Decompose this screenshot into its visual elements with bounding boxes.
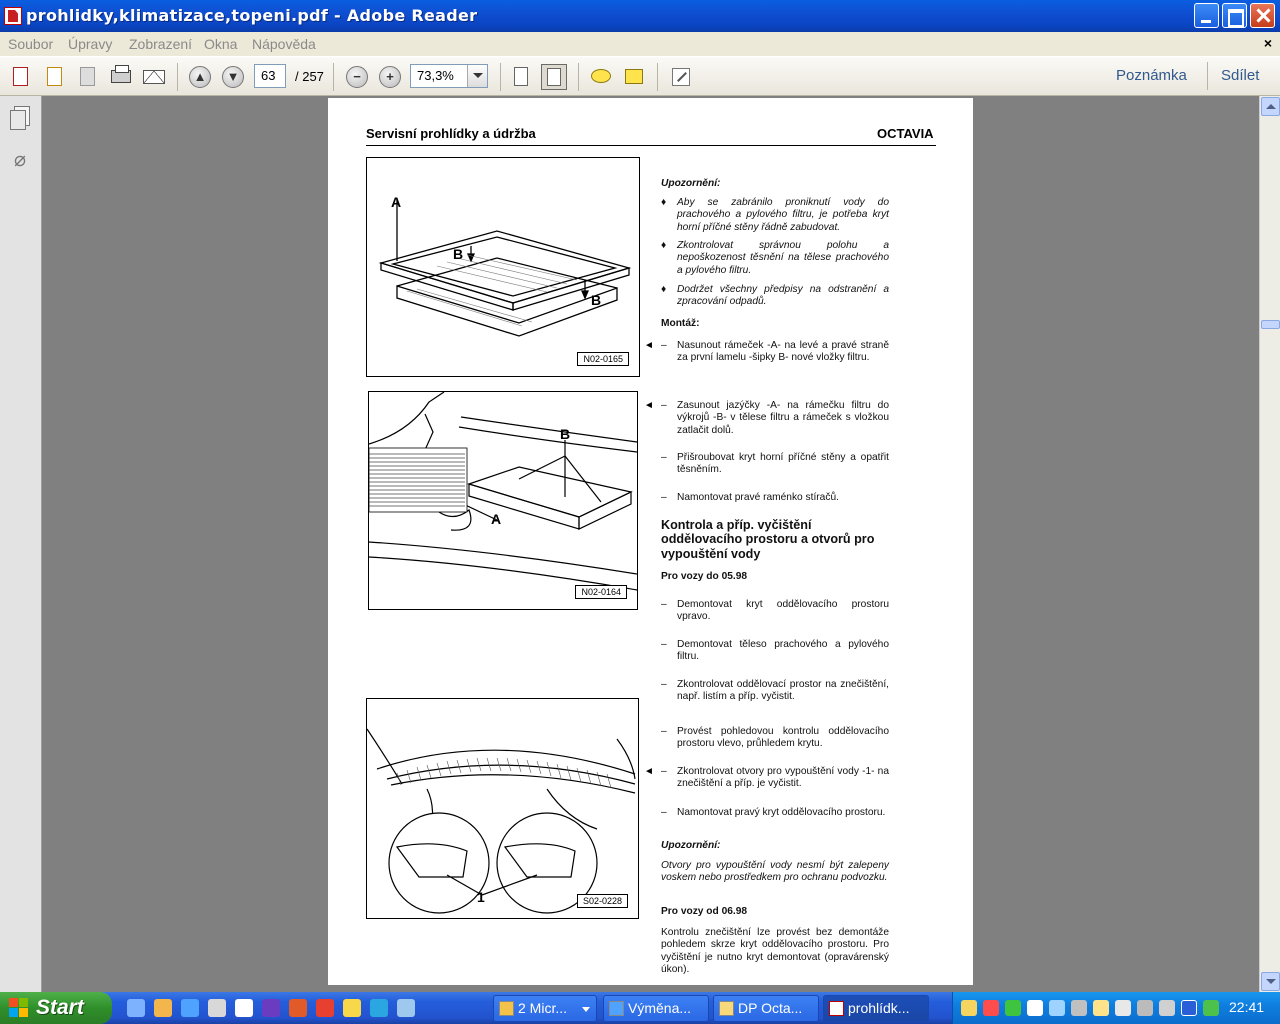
bullet-item: ♦ Dodržet všechny předpisy na odstranění a zpracování odpadů. xyxy=(661,284,889,308)
menu-napoveda[interactable]: Nápověda xyxy=(252,36,316,52)
speech-bubble-icon xyxy=(591,69,611,83)
vertical-scrollbar[interactable] xyxy=(1259,96,1280,992)
step-item: – Namontovat pravý kryt oddělovacího prostoru. xyxy=(661,807,886,818)
scroll-up-button[interactable] xyxy=(1261,97,1280,116)
printer-icon xyxy=(111,70,131,83)
figure-id: N02-0164 xyxy=(575,585,627,599)
next-page-button[interactable] xyxy=(220,64,246,90)
arrow-down-icon: ▼ xyxy=(222,66,244,88)
word-icon xyxy=(499,1001,514,1016)
full-screen-button[interactable] xyxy=(668,64,694,90)
quicklaunch-outlook-icon[interactable] xyxy=(154,999,172,1017)
quicklaunch-media-icon[interactable] xyxy=(235,999,253,1017)
menu-zobrazeni[interactable]: Zobrazení xyxy=(129,36,193,52)
zoom-in-button[interactable] xyxy=(377,64,403,90)
text-column xyxy=(661,98,889,978)
menu-bar xyxy=(0,32,1280,56)
minimize-button[interactable] xyxy=(1194,3,1219,28)
zoom-out-button[interactable] xyxy=(344,64,370,90)
quicklaunch-messenger-icon[interactable] xyxy=(370,999,388,1017)
taskbar-item-adobe-reader[interactable] xyxy=(823,995,929,1022)
toolbar-separator xyxy=(578,63,579,91)
scroll-down-button[interactable] xyxy=(1261,972,1280,991)
figure-id: N02-0165 xyxy=(577,352,629,366)
navigation-panel xyxy=(0,96,42,992)
system-tray xyxy=(952,992,1280,1024)
fit-page-icon xyxy=(547,68,561,86)
note-text: Otvory pro vypouštění vody nesmí být zalepeny voskem nebo prostředkem pro ochranu podvozku. xyxy=(661,860,889,884)
figure-pointer: ◄ xyxy=(644,340,654,351)
page-header-model: OCTAVIA xyxy=(877,126,934,141)
label-b-2: B xyxy=(591,292,602,308)
zoom-value: 73,3% xyxy=(417,68,454,83)
label-1: 1 xyxy=(477,889,485,905)
toolbar-separator xyxy=(333,63,334,91)
zoom-select[interactable] xyxy=(410,64,488,88)
scroll-mode-button[interactable] xyxy=(508,64,534,90)
pdf-icon xyxy=(829,1001,844,1016)
subheading: Pro vozy do 05.98 xyxy=(661,571,748,582)
figure-filter-frame xyxy=(366,157,640,377)
tray-display-icon[interactable] xyxy=(1115,1000,1131,1016)
taskbar-item-word[interactable] xyxy=(493,995,597,1022)
adobe-reader-icon[interactable] xyxy=(4,7,22,25)
folder-icon xyxy=(719,1001,734,1016)
figure-pointer: ◄ xyxy=(644,400,654,411)
step-item: – Zkontrolovat otvory pro vypouštění vody -1- na znečištění a příp. je vyčistit. xyxy=(661,766,889,790)
tray-device-icon[interactable] xyxy=(1071,1000,1087,1016)
step-item: – Demontovat kryt oddělovacího prostoru vpravo. xyxy=(661,599,889,623)
step-item: – Zkontrolovat oddělovací prostor na znečištění, např. listím a příp. vyčistit. xyxy=(661,679,889,703)
note-heading: Upozornění: xyxy=(661,178,721,189)
pdf-page xyxy=(328,98,973,985)
create-pdf-button[interactable] xyxy=(8,64,34,90)
print-button[interactable] xyxy=(108,64,134,90)
tray-battery-icon[interactable] xyxy=(1203,1000,1219,1016)
attachments-paperclip-icon[interactable]: ⌀ xyxy=(13,149,27,171)
taskbar-item-browser[interactable] xyxy=(603,995,709,1022)
taskbar-item-folder[interactable] xyxy=(713,995,819,1022)
clock: 22:41 xyxy=(1229,999,1265,1015)
quicklaunch-paint-icon[interactable] xyxy=(316,999,334,1017)
drain-holes-drawing xyxy=(367,699,639,919)
figure-filter-housing xyxy=(368,391,638,610)
tray-settings-icon[interactable] xyxy=(1137,1000,1153,1016)
tray-security-icon[interactable] xyxy=(1005,1000,1021,1016)
pages-panel-icon[interactable] xyxy=(9,106,31,130)
document-close-icon[interactable]: × xyxy=(1263,35,1272,51)
edit-pdf-button[interactable] xyxy=(42,64,68,90)
minus-icon: − xyxy=(346,66,368,88)
toolbar-separator xyxy=(500,63,501,91)
tray-cursor-icon[interactable] xyxy=(1093,1000,1109,1016)
taskbar-item-label: Výměna... xyxy=(628,1000,692,1016)
label-b: B xyxy=(560,426,571,442)
comment-link[interactable]: Poznámka xyxy=(1116,67,1187,84)
montaz-heading: Montáž: xyxy=(661,318,700,329)
quicklaunch-calculator-icon[interactable] xyxy=(208,999,226,1017)
maximize-button[interactable] xyxy=(1222,3,1247,28)
filter-frame-drawing xyxy=(367,158,640,377)
envelope-icon xyxy=(143,70,165,84)
start-label: Start xyxy=(36,996,84,1019)
window-title: prohlidky,klimatizace,topeni.pdf - Adobe Reader xyxy=(26,6,478,25)
edit-document-icon xyxy=(47,67,62,86)
save-disk-icon xyxy=(80,67,95,86)
chevron-down-icon[interactable] xyxy=(467,65,487,87)
start-button[interactable] xyxy=(0,992,112,1024)
tray-skype-icon[interactable] xyxy=(1027,1000,1043,1016)
quicklaunch-winrar-icon[interactable] xyxy=(262,999,280,1017)
step-item: – Přišroubovat kryt horní příčné stěny a opatřit těsněním. xyxy=(661,452,889,476)
bullet-item: ♦ Aby se zabránilo proniknutí vody do prachového a pylového filtru, je potřeba kryt horní příčné stěny řádně zabudovat. xyxy=(661,197,889,233)
fit-page-button[interactable] xyxy=(541,64,567,90)
title-bar xyxy=(0,0,1280,32)
close-button[interactable] xyxy=(1250,3,1275,28)
quicklaunch-desktop-icon[interactable] xyxy=(127,999,145,1017)
comment-button[interactable] xyxy=(588,64,614,90)
document-viewport[interactable] xyxy=(42,96,1259,992)
section-heading: Kontrola a příp. vyčištění oddělovacího prostoru a otvorů pro vypouštění vody xyxy=(661,518,875,561)
page-total-label: / 257 xyxy=(295,69,324,84)
taskbar xyxy=(0,992,1280,1024)
label-b-1: B xyxy=(453,246,464,262)
create-pdf-icon xyxy=(13,67,28,86)
subheading: Pro vozy od 06.98 xyxy=(661,906,748,917)
tray-mail-icon[interactable] xyxy=(961,1000,977,1016)
taskbar-item-label: DP Octa... xyxy=(738,1000,803,1016)
share-link[interactable]: Sdílet xyxy=(1221,67,1260,84)
label-a: A xyxy=(391,194,402,210)
label-a: A xyxy=(491,511,502,527)
expand-icon xyxy=(672,68,690,86)
toolbar-separator xyxy=(657,63,658,91)
save-button[interactable] xyxy=(75,64,101,90)
step-item: – Provést pohledovou kontrolu oddělovacího prostoru vlevo, průhledem krytu. xyxy=(661,726,889,750)
menu-upravy[interactable]: Úpravy xyxy=(68,36,113,52)
toolbar-separator xyxy=(1207,62,1208,90)
quicklaunch-ie-icon[interactable] xyxy=(181,999,199,1017)
figure-drain-holes xyxy=(366,698,639,919)
ie-icon xyxy=(609,1001,624,1016)
quicklaunch-network-icon[interactable] xyxy=(397,999,415,1017)
toolbar-separator xyxy=(177,63,178,91)
taskbar-item-label: prohlídk... xyxy=(848,1000,910,1016)
previous-page-button[interactable] xyxy=(187,64,213,90)
page-number-input[interactable]: 63 xyxy=(254,64,286,88)
taskbar-item-label: 2 Micr... xyxy=(518,1000,568,1016)
chevron-down-icon xyxy=(582,1007,590,1012)
scroll-thumb[interactable] xyxy=(1261,320,1280,329)
note-heading: Upozornění: xyxy=(661,840,721,851)
scrolling-pages-icon xyxy=(514,67,528,86)
tray-network-error-icon[interactable] xyxy=(983,1000,999,1016)
filter-housing-drawing xyxy=(369,392,638,610)
plus-icon: + xyxy=(379,66,401,88)
final-paragraph: Kontrolu znečištění lze provést bez demontáže pohledem skrze kryt oddělovacího prostoru. Pro vyčištění je nutno kryt demontovat (opravárenský úkon). xyxy=(661,927,889,976)
toolbar xyxy=(0,56,1280,96)
figure-id: S02-0228 xyxy=(577,894,628,908)
arrow-up-icon: ▲ xyxy=(189,66,211,88)
email-button[interactable] xyxy=(141,64,167,90)
menu-okna[interactable]: Okna xyxy=(204,36,238,52)
quicklaunch-notes-icon[interactable] xyxy=(343,999,361,1017)
step-item: – Zasunout jazýčky -A- na rámečku filtru do výkrojů -B- v tělese filtru a rámeček s vložkou zatlačit dolů. xyxy=(661,400,889,436)
tray-printer-icon[interactable] xyxy=(1159,1000,1175,1016)
windows-logo-icon xyxy=(9,998,29,1018)
figure-pointer: ◄ xyxy=(644,766,654,777)
tray-bluetooth-icon[interactable] xyxy=(1181,1000,1197,1016)
quicklaunch-firefox-icon[interactable] xyxy=(289,999,307,1017)
step-item: – Nasunout rámeček -A- na levé a pravé straně za první lamelu -šipky B- nové vložky filtru. xyxy=(661,340,889,364)
highlight-button[interactable] xyxy=(621,64,647,90)
menu-soubor[interactable]: Soubor xyxy=(8,36,54,52)
sticky-note-pen-icon xyxy=(625,69,643,84)
bullet-item: ♦ Zkontrolovat správnou polohu a nepoškozenost těsnění na tělese prachového a pylového filtru. xyxy=(661,240,889,276)
step-item: – Namontovat pravé raménko stíračů. xyxy=(661,492,839,503)
page-header-title: Servisní prohlídky a údržba xyxy=(366,126,536,141)
tray-volume-icon[interactable] xyxy=(1049,1000,1065,1016)
step-item: – Demontovat těleso prachového a pylového filtru. xyxy=(661,639,889,663)
